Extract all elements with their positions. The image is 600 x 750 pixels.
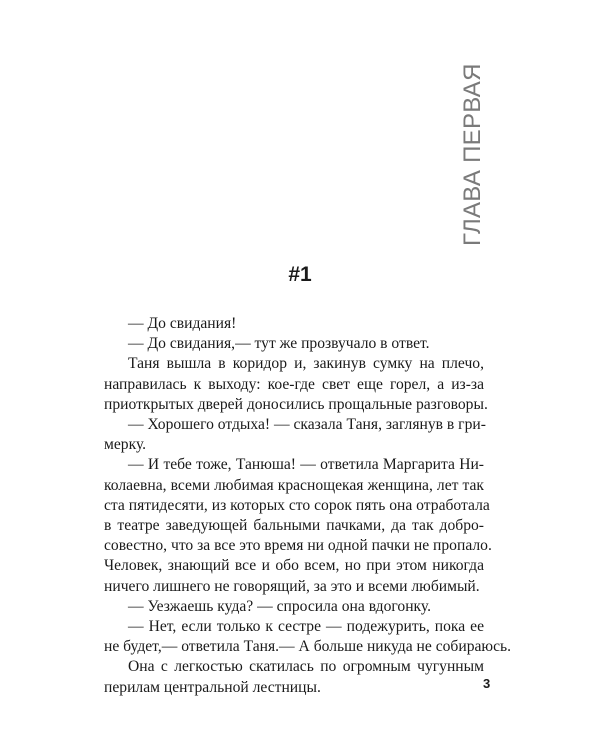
text-line: Таня вышла в коридор и, закинув сумку на плечо, bbox=[128, 355, 484, 373]
text-line: мерку. bbox=[104, 436, 147, 454]
text-line: — До свидания! bbox=[128, 315, 237, 332]
text-line: приоткрытых дверей доносились прощальные разговоры. bbox=[104, 395, 488, 413]
text-line: направилась к выходу: кое-где свет еще горел, а из-за bbox=[104, 375, 484, 393]
section-number: #1 bbox=[288, 263, 312, 286]
text-line: ничего лишнего не говорящий, за это и всеми любимый. bbox=[104, 577, 480, 595]
text-line: в театре заведующей бальными пачками, да так добро- bbox=[104, 517, 484, 535]
text-line: — И тебе тоже, Танюша! — ответила Маргарита Ни- bbox=[128, 456, 484, 474]
text-line: колаевна, всеми любимая краснощекая женщина, лет так bbox=[104, 476, 484, 494]
text-line: не будет,— ответила Таня.— А больше никуда не собираюсь. bbox=[104, 638, 512, 656]
body-text bbox=[104, 314, 512, 698]
text-line: Она с легкостью скатилась по огромным чугунным bbox=[128, 658, 484, 676]
text-line: перилам центральной лестницы. bbox=[104, 678, 321, 696]
text-line: Человек, знающий все и обо всем, но при этом никогда bbox=[104, 557, 484, 575]
text-line: — Хорошего отдыха! — сказала Таня, заглянув в гри- bbox=[128, 416, 486, 434]
text-line: — Нет, если только к сестре — подежурить, пока ее bbox=[128, 618, 484, 636]
text-line: — Уезжаешь куда? — спросила она вдогонку. bbox=[128, 597, 432, 615]
text-line: совестно, что за все это время ни одной пачки не пропало. bbox=[104, 537, 492, 555]
text-line: — До свидания,— тут же прозвучало в ответ. bbox=[128, 335, 430, 353]
page-number: 3 bbox=[483, 676, 491, 691]
text-line: ста пятидесяти, из которых сто сорок пять она отработала bbox=[104, 496, 490, 514]
chapter-heading: ГЛАВА ПЕРВАЯ bbox=[459, 63, 486, 246]
